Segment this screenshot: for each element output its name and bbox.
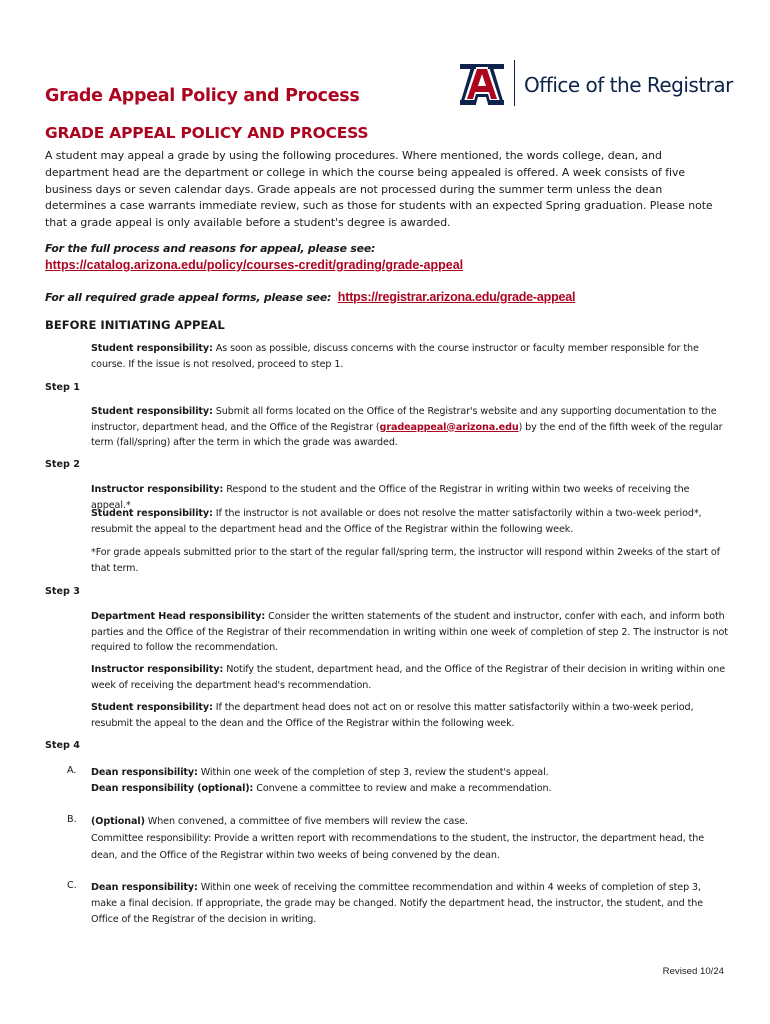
intro-paragraph: A student may appeal a grade by using the following procedures. Where mentioned, the words college, dean, and department head are the department or college in which the course being appealed is offered. A week consists of five business days or seven calendar days. Grade appeals are not processed during the summer term unless the dean determines a case warrants immediate review, such as those for students with an expected Spring graduation. Please note that a grade appeal is only available before a student's degree is awarded. [45,149,713,230]
step-2-student-paragraph [91,506,729,537]
gradeappeal-email-link[interactable]: gradeappeal@arizona.edu [379,421,519,433]
responsibility-lead: Student responsibility: [91,406,213,417]
responsibility-lead: Dean responsibility (optional): [91,783,254,794]
responsibility-text: ) by the end of the fifth week of the regular term (fall/spring) after the term in which the grade was awarded. [91,421,723,449]
responsibility-lead: Student responsibility: [91,343,213,354]
responsibility-lead: Department Head responsibility: [91,611,266,622]
responsibility-lead: Instructor responsibility: [91,664,224,675]
policy-heading: GRADE APPEAL POLICY AND PROCESS [45,124,369,142]
revision-date: Revised 10/24 [662,966,724,977]
step-1-paragraph [91,404,729,451]
list-marker-b: B. [67,814,77,825]
responsibility-text: Submit all forms located on the Office of the Registrar's website and any supporting documentation to the instructor, department head, and the Office of the Registrar ( [91,406,717,433]
responsibility-text: When convened, a committee of five members will review the case. [144,816,468,827]
step-3-instructor-paragraph [91,662,729,693]
responsibility-text: Consider the written statements of the student and instructor, confer with each, and inform both parties and the Office of the Registrar of their recommendation in writing within one week of completion of step 2. The instructor is not required to follow the recommendation. [91,611,728,654]
step-3-student-paragraph [91,700,729,731]
list-marker-a: A. [67,765,77,776]
responsibility-text: Within one week of the completion of step 3, review the student's appeal. [197,767,549,778]
responsibility-text: If the instructor is not available or does not resolve the matter satisfactorily within a two-week period*, resubmit the appeal to the department head and the Office of the Registrar within the following week. [91,508,702,535]
forms-label-text: For all required grade appeal forms, please see: [45,291,332,304]
document-title: Grade Appeal Policy and Process [45,86,360,106]
responsibility-lead: Instructor responsibility: [91,484,224,495]
step-2-note: *For grade appeals submitted prior to the start of the regular fall/spring term, the instructor will respond within 2weeks of the start of that term. [91,547,720,574]
list-marker-c: C. [67,880,77,891]
step-4-label: Step 4 [45,740,80,751]
full-process-label: For the full process and reasons for appeal, please see: [45,242,376,255]
step-4-a-paragraph [91,765,729,781]
responsibility-text: Notify the student, department head, and the Office of the Registrar of their decision in writing within one week of receiving the department head's recommendation. [91,664,726,691]
responsibility-text: Convene a committee to review and make a recommendation. [253,783,552,794]
responsibility-text: Within one week of receiving the committee recommendation and within 4 weeks of completion of step 3, make a final decision. If appropriate, the grade may be changed. Notify the department head, the instructor, the student, and the Office of the Registrar of the decision in writing. [91,882,704,925]
responsibility-text: If the department head does not act on or resolve this matter satisfactorily within a two-week period, resubmit the appeal to the dean and the Office of the Registrar within the following week. [91,702,694,729]
university-of-arizona-logo [458,62,506,106]
step-4-a-optional-paragraph [91,781,729,797]
forms-label [45,290,575,304]
responsibility-lead: Student responsibility: [91,508,213,519]
responsibility-lead: (Optional) [91,816,145,827]
responsibility-lead: Dean responsibility: [91,882,198,893]
before-appeal-heading: BEFORE INITIATING APPEAL [45,318,225,332]
responsibility-lead: Student responsibility: [91,702,213,713]
step-3-department-paragraph [91,609,729,656]
catalog-policy-link[interactable]: https://catalog.arizona.edu/policy/courses-credit/grading/grade-appeal [45,258,464,272]
responsibility-text: Respond to the student and the Office of the Registrar in writing within two weeks of receiving the appeal.* [91,484,690,511]
step-3-label: Step 3 [45,586,80,597]
step-2-label: Step 2 [45,459,80,470]
responsibility-text: As soon as possible, discuss concerns with the course instructor or faculty member responsible for the course. If the issue is not resolved, proceed to step 1. [91,343,699,370]
step-4-c-paragraph [91,880,729,928]
registrar-forms-link[interactable]: https://registrar.arizona.edu/grade-appeal [337,290,576,304]
step-1-label: Step 1 [45,382,80,393]
step-4-b-paragraph [91,814,729,830]
logo-divider [514,60,515,106]
responsibility-lead: Dean responsibility: [91,767,198,778]
before-appeal-paragraph [91,341,729,372]
office-name: Office of the Registrar [524,73,733,97]
step-4-committee-paragraph: Committee responsibility: Provide a written report with recommendations to the student, the instructor, the department head, the dean, and the Office of the Registrar within two weeks of being convened by the dean. [91,833,705,861]
